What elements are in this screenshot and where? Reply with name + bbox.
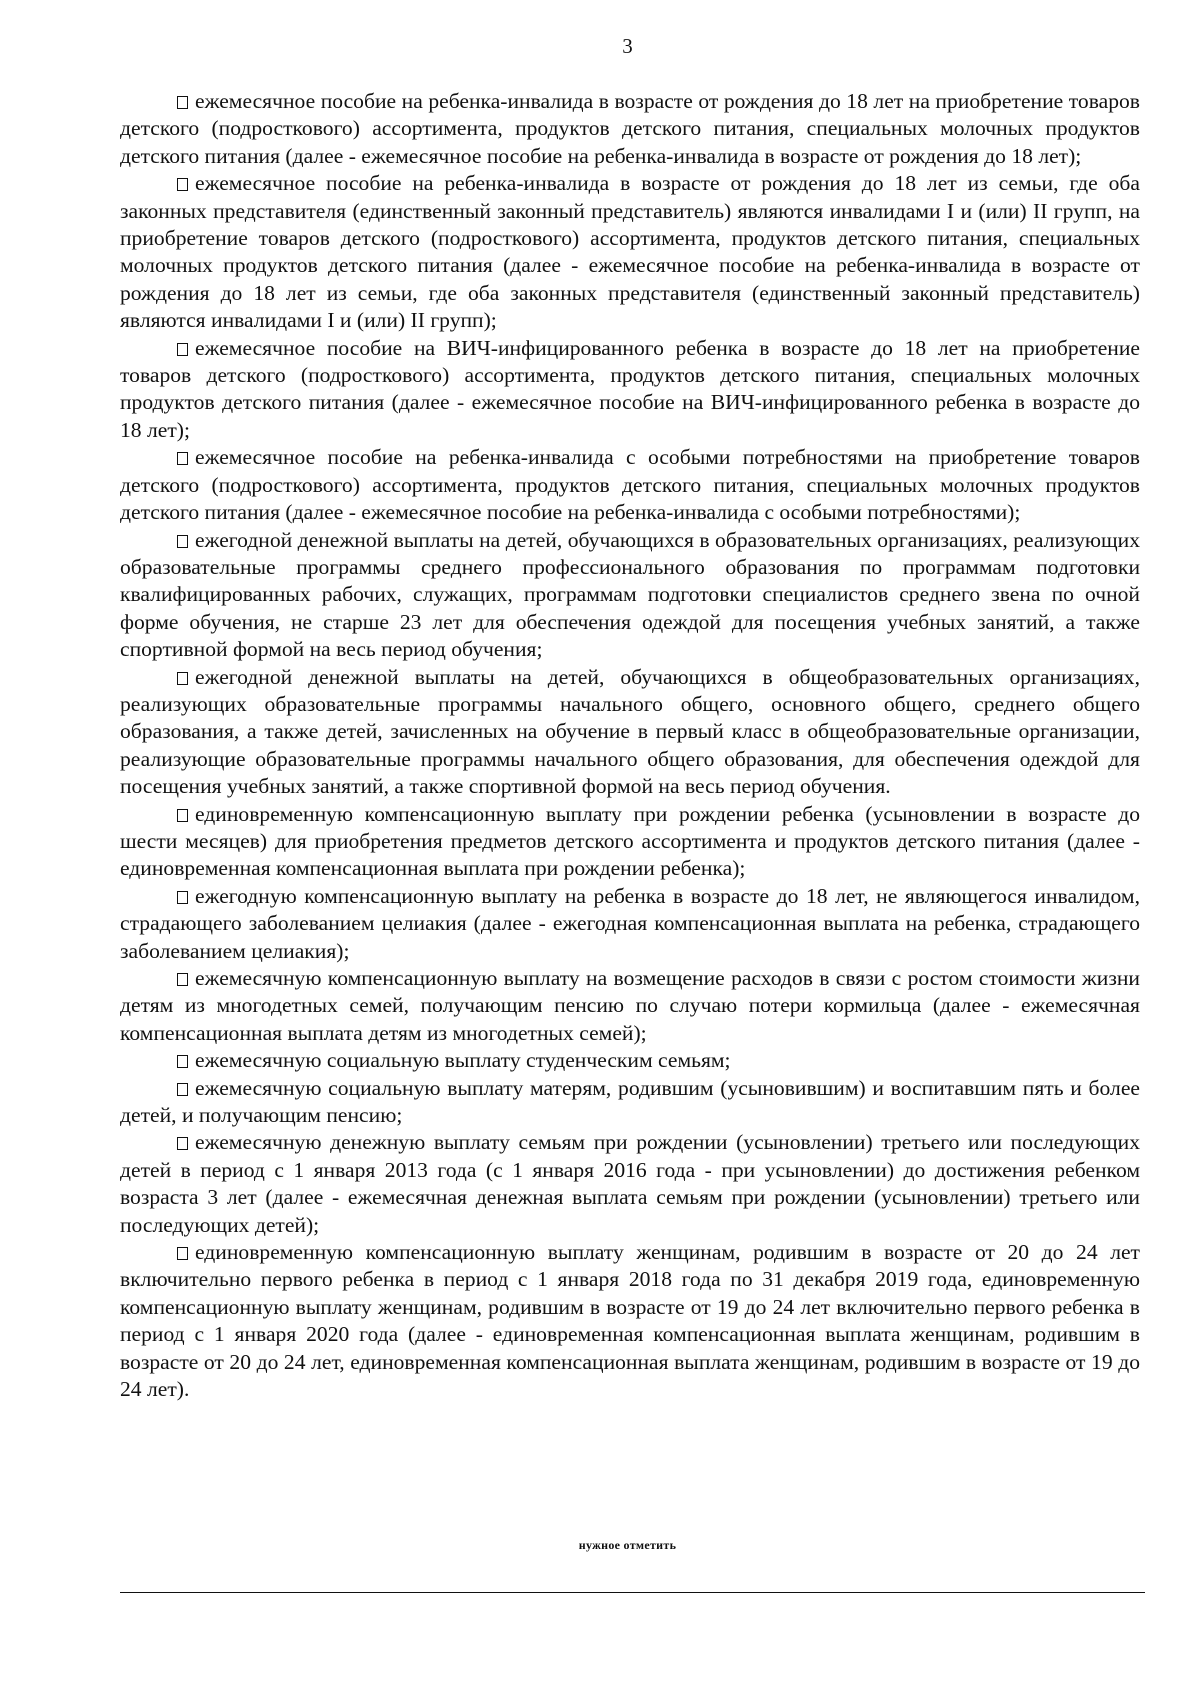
item-text: ежемесячную компенсационную выплату на возмещение расходов в связи с ростом стоимости жизни детям из многодетных семей, получающим пенсию по случаю потери кормильца (далее - ежемесячная компенсационная выплата детям из многодетных семей); xyxy=(120,966,1140,1045)
checkbox-icon xyxy=(177,1055,188,1068)
list-item xyxy=(120,664,1140,801)
list-item xyxy=(120,88,1140,170)
item-text: ежемесячное пособие на ребенка-инвалида с особыми потребностями на приобретение товаров детского (подросткового) ассортимента, продуктов детского питания, специальных молочных продуктов детского питания (далее - ежемесячное пособие на ребенка-инвалида с особыми потребностями); xyxy=(120,445,1140,525)
list-item xyxy=(120,1075,1140,1130)
item-text: ежемесячное пособие на ВИЧ-инфицированного ребенка в возрасте до 18 лет на приобретение товаров детского (подросткового) ассортимента, продуктов детского питания, специальных молочных продуктов детского питания (далее - ежемесячное пособие на ВИЧ-инфицированного ребенка в возрасте до 18 лет); xyxy=(120,335,1140,442)
list-item xyxy=(120,444,1140,526)
list-item xyxy=(120,1047,1140,1074)
checkbox-icon xyxy=(177,343,188,356)
item-text: ежемесячную социальную выплату студенческим семьям; xyxy=(195,1048,731,1073)
checkbox-icon xyxy=(177,1247,188,1260)
item-text: ежегодной денежной выплаты на детей, обучающихся в образовательных организациях, реализующих образовательные программы среднего профессионального образования по программам подготовки квалифицированных рабочих, служащих, программам подготовки специалистов среднего звена по очной форме обучения, не старше 23 лет для обеспечения одеждой для посещения учебных занятий, а также спортивной формой на весь период обучения; xyxy=(120,527,1140,662)
item-text: единовременную компенсационную выплату женщинам, родившим в возрасте от 20 до 24 лет включительно первого ребенка в период с 1 января 2018 года по 31 декабря 2019 года, единовременную компенсационную выплату женщинам, родившим в возрасте от 19 до 24 лет включительно первого ребенка в период с 1 января 2020 года (далее - единовременная компенсационная выплата женщинам, родившим в возрасте от 20 до 24 лет, единовременная компенсационная выплата женщинам, родившим в возрасте от 19 до 24 лет). xyxy=(120,1240,1140,1402)
footnote: нужное отметить xyxy=(578,1538,677,1552)
item-text: ежемесячную денежную выплату семьям при рождении (усыновлении) третьего или последующих детей в период с 1 января 2013 года (с 1 января 2016 года - при усыновлении) до достижения ребенком возраста 3 лет (далее - ежемесячная денежная выплата семьям при рождении (усыновлении) третьего или последующих детей); xyxy=(120,1130,1140,1237)
item-text: ежемесячное пособие на ребенка-инвалида в возрасте от рождения до 18 лет на приобретение товаров детского (подросткового) ассортимента, продуктов детского питания, специальных молочных продуктов детского питания (далее - ежемесячное пособие на ребенка-инвалида в возрасте от рождения до 18 лет); xyxy=(120,89,1140,168)
checkbox-icon xyxy=(177,809,188,822)
item-text: ежемесячное пособие на ребенка-инвалида в возрасте от рождения до 18 лет из семьи, где оба законных представителя (единственный законный представитель) являются инвалидами I и (или) II групп, на приобретение товаров детского (подросткового) ассортимента, продуктов детского питания, специальных молочных продуктов детского питания (далее - ежемесячное пособие на ребенка-инвалида в возрасте от рождения до 18 лет из семьи, где оба законных представителя (единственный законный представитель) являются инвалидами I и (или) II групп); xyxy=(120,171,1140,333)
item-text: ежемесячную социальную выплату матерям, родившим (усыновившим) и воспитавшим пять и более детей, и получающим пенсию; xyxy=(120,1075,1140,1128)
list-item xyxy=(120,1239,1140,1403)
checkbox-icon xyxy=(177,96,188,109)
item-text: ежегодную компенсационную выплату на ребенка в возрасте до 18 лет, не являющегося инвалидом, страдающего заболеванием целиакия (далее - ежегодная компенсационная выплата на ребенка, страдающего заболеванием целиакия); xyxy=(120,883,1140,963)
checkbox-icon xyxy=(177,452,188,465)
list-item xyxy=(120,335,1140,445)
list-item xyxy=(120,1129,1140,1239)
checkbox-icon xyxy=(177,891,188,904)
checkbox-icon xyxy=(177,973,188,986)
checkbox-icon xyxy=(177,178,188,191)
checkbox-icon xyxy=(177,672,188,685)
page-number: 3 xyxy=(622,34,633,58)
list-item xyxy=(120,883,1140,965)
list-item xyxy=(120,801,1140,883)
checkbox-icon xyxy=(177,1083,188,1096)
item-text: единовременную компенсационную выплату при рождении ребенка (усыновлении в возрасте до шести месяцев) для приобретения предметов детского ассортимента и продуктов детского питания (далее - единовременная компенсационная выплата при рождении ребенка); xyxy=(120,801,1140,881)
checkbox-icon xyxy=(177,1137,188,1150)
checkbox-icon xyxy=(177,535,188,548)
list-item xyxy=(120,527,1140,664)
list-item xyxy=(120,170,1140,334)
list-item xyxy=(120,965,1140,1047)
benefit-options-list xyxy=(120,88,1140,1404)
footer-divider xyxy=(120,1592,1145,1593)
item-text: ежегодной денежной выплаты на детей, обучающихся в общеобразовательных организациях, реализующих образовательные программы начального общего, основного общего, среднего общего образования, а также детей, зачисленных на обучение в первый класс в общеобразовательные организации, реализующие образовательные программы начального общего образования, для обеспечения одеждой для посещения учебных занятий, а также спортивной формой на весь период обучения. xyxy=(120,664,1140,799)
